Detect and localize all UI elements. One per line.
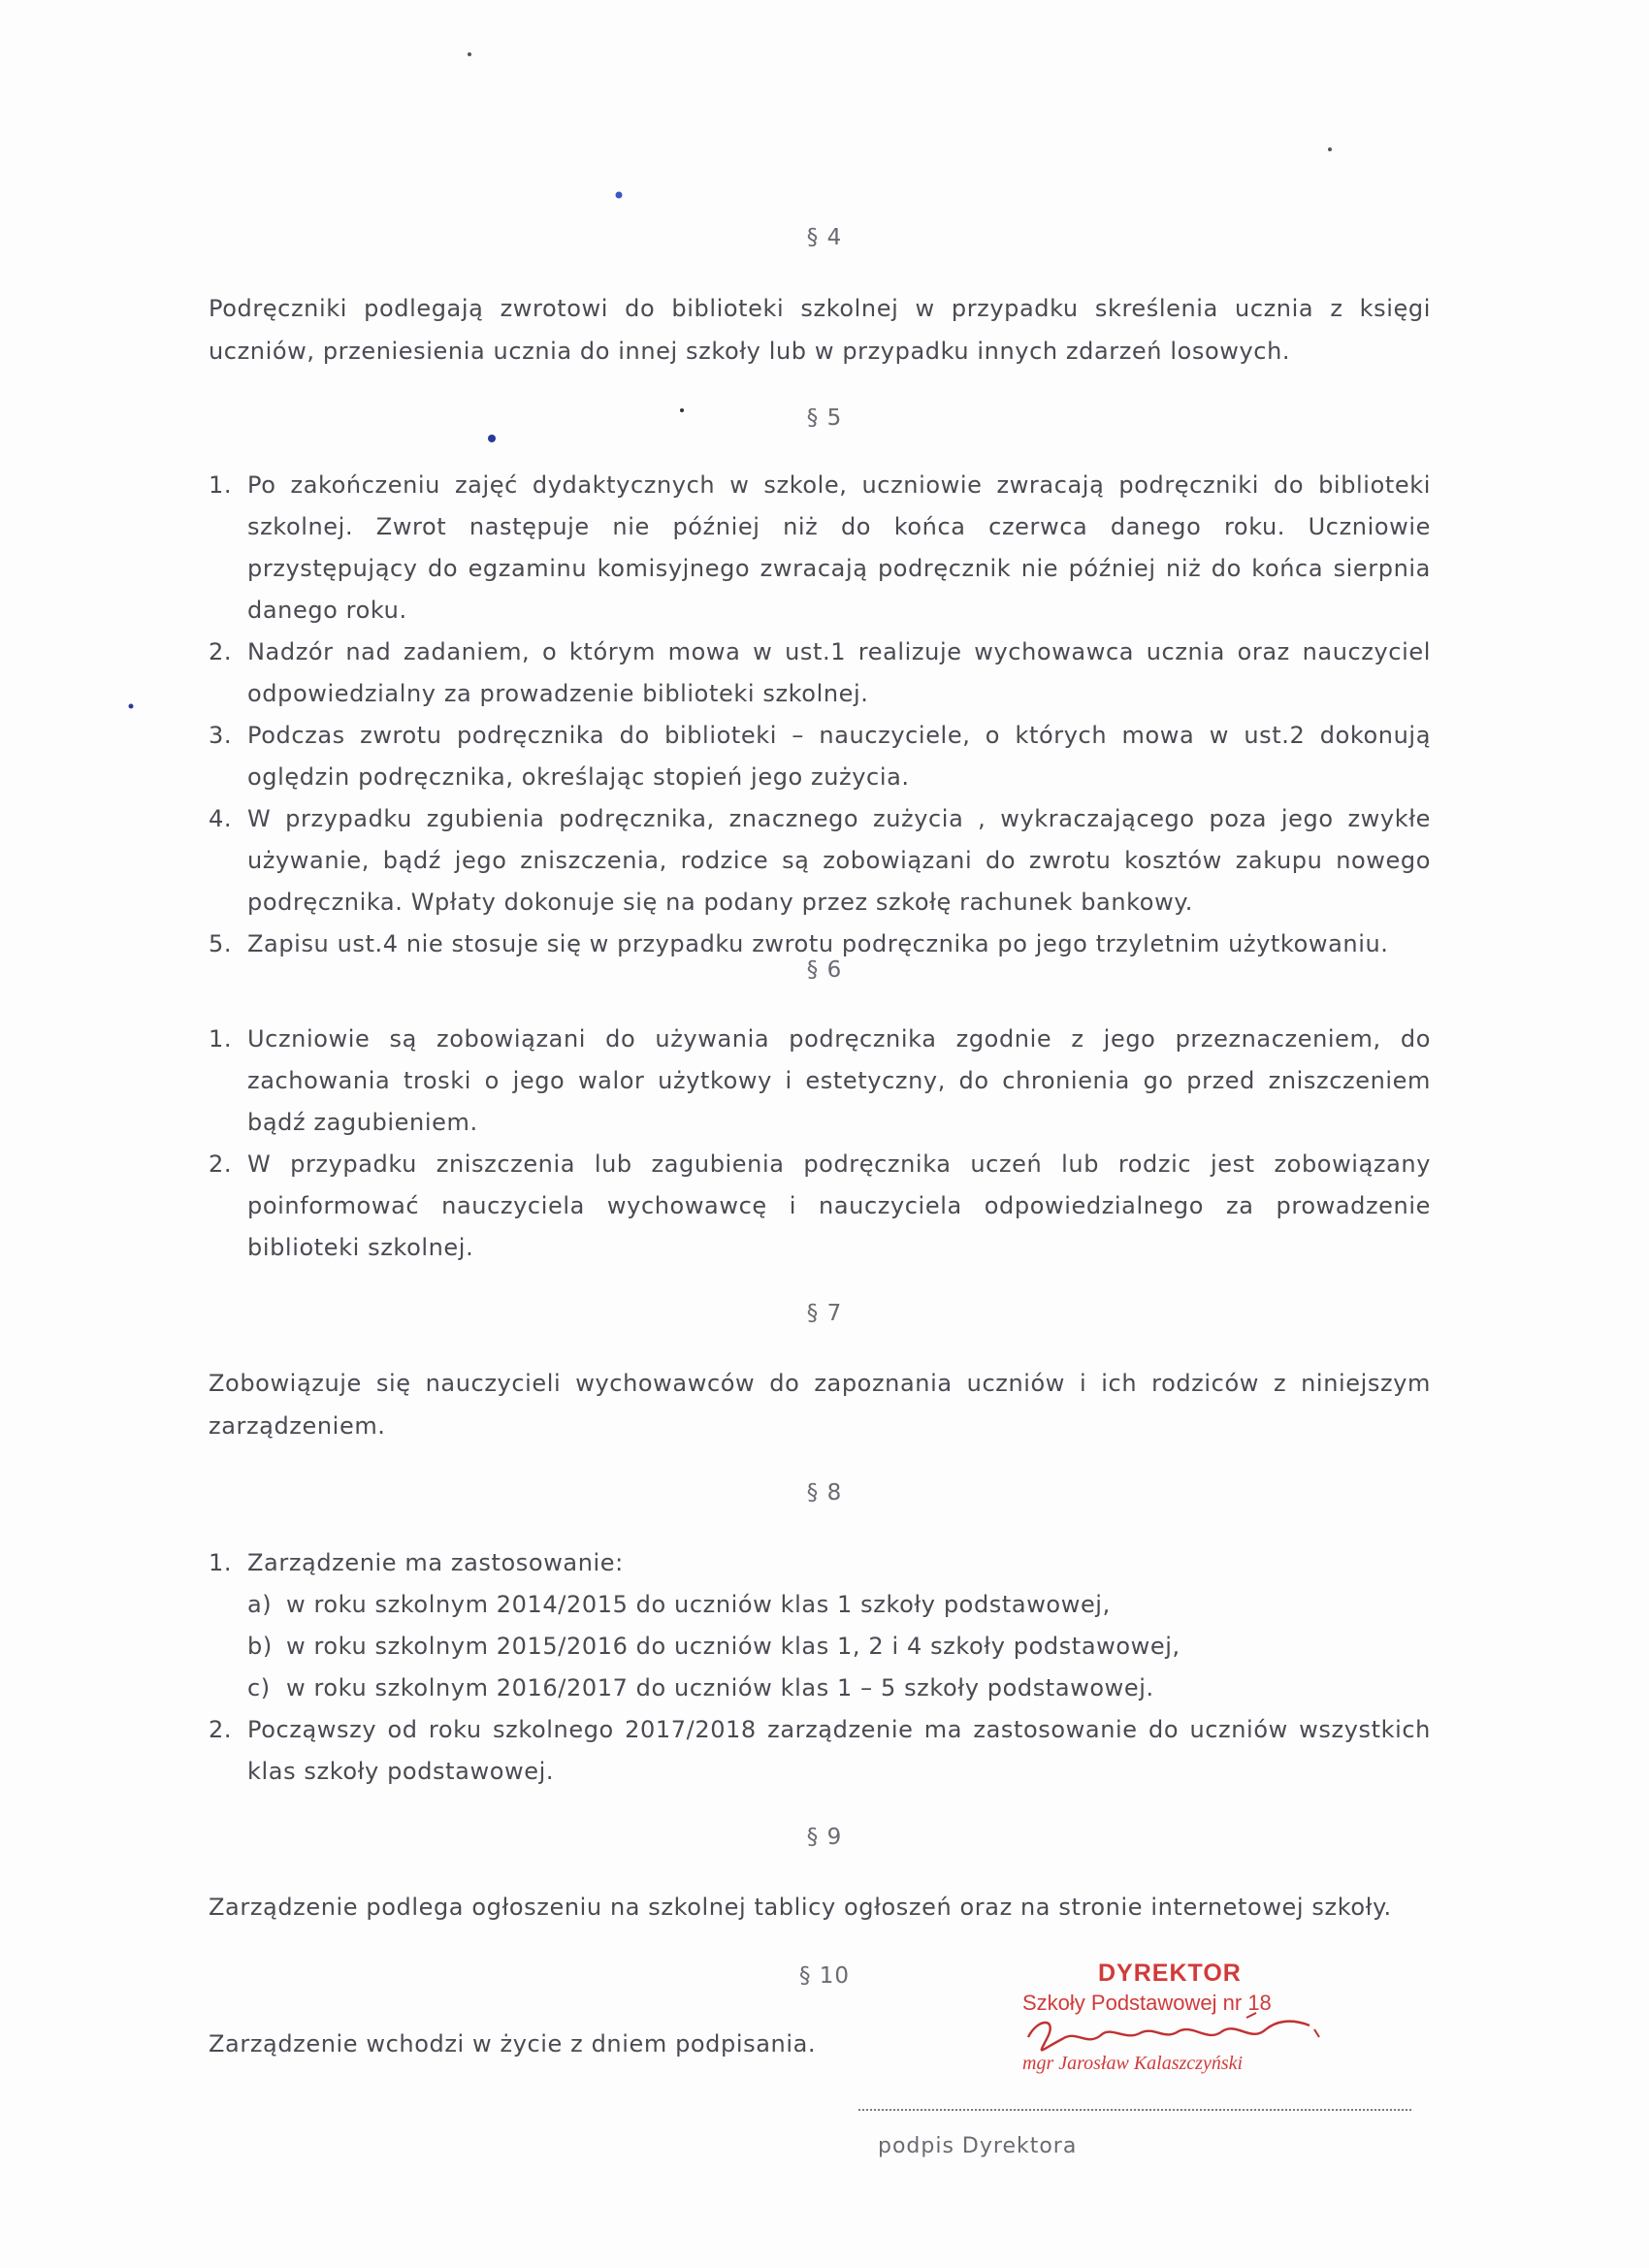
section-5-list bbox=[209, 465, 1431, 965]
stamp-title: DYREKTOR bbox=[1098, 1960, 1242, 1987]
scan-speck bbox=[126, 700, 136, 712]
list-item: a) w roku szkolnym 2014/2015 do uczniów klas 1 szkoły podstawowej, bbox=[247, 1591, 1111, 1618]
scan-speck bbox=[485, 432, 499, 445]
list-item: 5. Zapisu ust.4 nie stosuje się w przypadku zwrotu podręcznika po jego trzyletnim użytkowaniu. bbox=[209, 930, 1389, 957]
list-item: c) w roku szkolnym 2016/2017 do uczniów klas 1 – 5 szkoły podstawowej. bbox=[247, 1674, 1154, 1701]
section-7-heading: § 7 bbox=[806, 1301, 843, 1326]
list-item: b) w roku szkolnym 2015/2016 do uczniów klas 1, 2 i 4 szkoły podstawowej, bbox=[247, 1633, 1180, 1660]
section-6-list bbox=[209, 1019, 1431, 1269]
section-9-text: Zarządzenie podlega ogłoszeniu na szkolnej tablicy ogłoszeń oraz na stronie internetowej szkoły. bbox=[209, 1894, 1392, 1921]
list-item: 2. Począwszy od roku szkolnego 2017/2018 zarządzenie ma zastosowanie do uczniów wszystkich klas szkoły podstawowej. bbox=[209, 1716, 1431, 1785]
list-item: 1. Uczniowie są zobowiązani do używania podręcznika zgodnie z jego przeznaczeniem, do zachowania troski o jego walor użytkowy i estetyczny, do chronienia go przed zniszczeniem bądź zagubieniem. bbox=[209, 1025, 1431, 1136]
section-6-heading: § 6 bbox=[806, 957, 843, 983]
list-item: 2. W przypadku zniszczenia lub zagubienia podręcznika uczeń lub rodzic jest zobowiązany poinformować nauczyciela wychowawcę i nauczyciela odpowiedzialnego za prowadzenie biblioteki szkolnej. bbox=[209, 1150, 1431, 1261]
list-item: 1. Zarządzenie ma zastosowanie: a) w roku szkolnym 2014/2015 do uczniów klas 1 szkoły podstawowej, b) w roku szkolnym 2015/2016 do uczniów klas 1, 2 i 4 szkoły podstawowej, c) w roku szkolnym 2016/2017 do uczniów klas 1 – 5 szkoły podstawowej. bbox=[209, 1542, 1431, 1709]
stamp-school: Szkoły Podstawowej nr 18 bbox=[1022, 1991, 1272, 2015]
scan-speck bbox=[464, 49, 475, 60]
scan-speck bbox=[1324, 144, 1336, 155]
section-8-heading: § 8 bbox=[806, 1480, 843, 1506]
signature-label: podpis Dyrektora bbox=[878, 2134, 1078, 2158]
stamp-name: mgr Jarosław Kalaszczyński bbox=[1022, 2053, 1244, 2074]
section-7-text: Zobowiązuje się nauczycieli wychowawców do zapoznania uczniów i ich rodziców z niniejszym zarządzeniem. bbox=[209, 1370, 1431, 1440]
section-8-sublist bbox=[247, 1584, 1431, 1709]
section-10-text: Zarządzenie wchodzi w życie z dniem podpisania. bbox=[209, 2030, 817, 2057]
section-10-heading: § 10 bbox=[798, 1963, 851, 1989]
scan-speck bbox=[613, 189, 625, 201]
list-item: 3. Podczas zwrotu podręcznika do biblioteki – nauczyciele, o których mowa w ust.2 dokonują oględzin podręcznika, określając stopień jego zużycia. bbox=[209, 722, 1431, 791]
list-item: 2. Nadzór nad zadaniem, o którym mowa w ust.1 realizuje wychowawca ucznia oraz nauczyciel odpowiedzialny za prowadzenie biblioteki szkolnej. bbox=[209, 638, 1431, 707]
director-stamp bbox=[1009, 1960, 1339, 2086]
section-5-heading: § 5 bbox=[806, 405, 843, 431]
section-8-list bbox=[209, 1542, 1431, 1793]
section-4-text: Podręczniki podlegają zwrotowi do biblioteki szkolnej w przypadku skreślenia ucznia z księgi uczniów, przeniesienia ucznia do innej szkoły lub w przypadku innych zdarzeń losowych. bbox=[209, 295, 1431, 365]
section-4-heading: § 4 bbox=[806, 225, 843, 250]
handwritten-signature bbox=[1018, 2008, 1329, 2057]
list-item: 1. Po zakończeniu zajęć dydaktycznych w szkole, uczniowie zwracają podręczniki do biblioteki szkolnej. Zwrot następuje nie później niż do końca czerwca danego roku. Uczniowie przystępujący do egzaminu komisyjnego zwracają podręcznik nie później niż do końca sierpnia danego roku. bbox=[209, 471, 1431, 624]
signature-line bbox=[858, 2109, 1411, 2111]
list-item: 4. W przypadku zgubienia podręcznika, znacznego zużycia , wykraczającego poza jego zwykłe używanie, bądź jego zniszczenia, rodzice są zobowiązani do zwrotu kosztów zakupu nowego podręcznika. Wpłaty dokonuje się na podany przez szkołę rachunek bankowy. bbox=[209, 805, 1431, 916]
section-9-heading: § 9 bbox=[806, 1825, 843, 1850]
